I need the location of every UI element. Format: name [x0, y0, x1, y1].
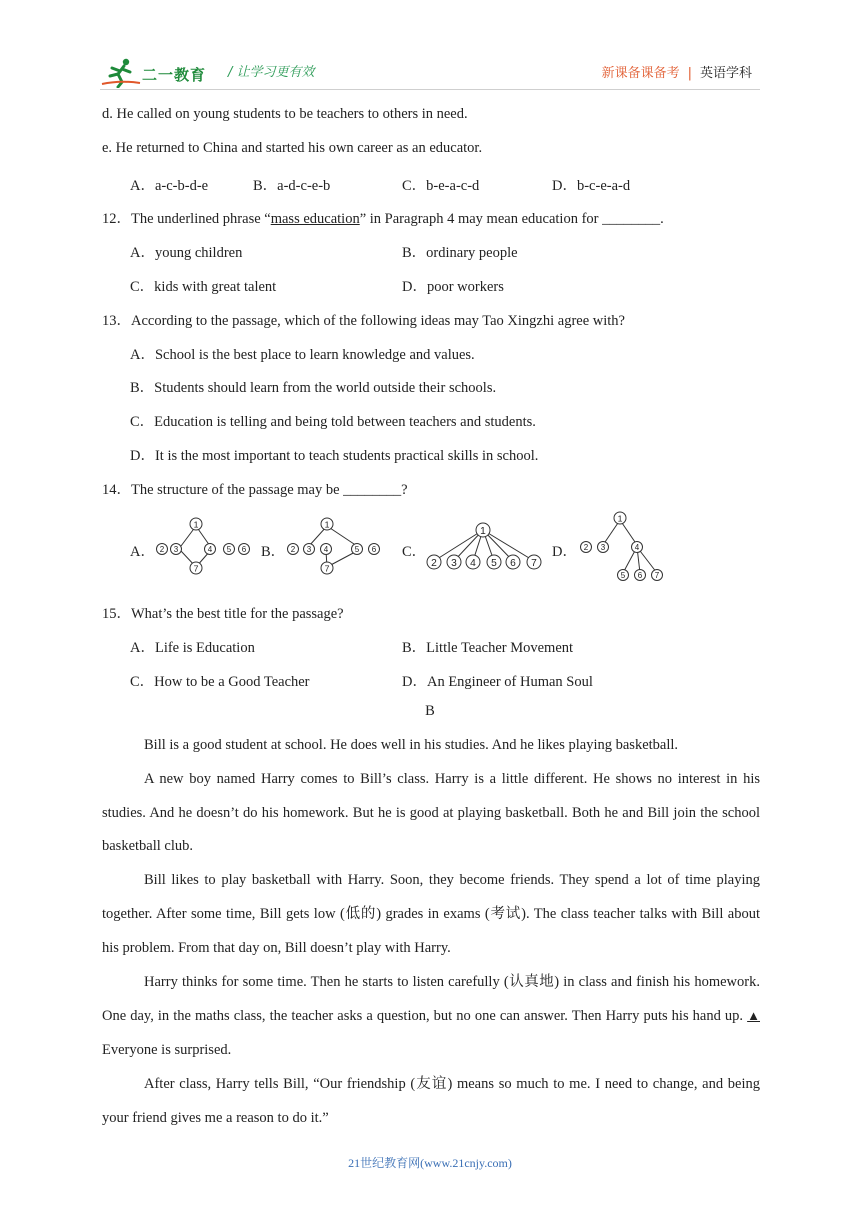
q13-option-b: B．Students should learn from the world outside their schools.	[130, 380, 497, 396]
svg-text:7: 7	[324, 563, 330, 574]
svg-text:4: 4	[634, 543, 640, 553]
svg-text:1: 1	[617, 513, 623, 524]
page-header	[100, 56, 760, 90]
header-slogan: / 让学习更有效	[228, 65, 315, 80]
svg-text:3: 3	[600, 543, 606, 553]
svg-text:2: 2	[583, 543, 589, 553]
diagram-b-node-2	[288, 544, 299, 555]
header-right	[602, 62, 752, 81]
paragraph-4-text-after: Everyone is surprised.	[102, 1042, 232, 1059]
q12-underlined-phrase: mass education	[270, 211, 360, 227]
svg-text:5: 5	[491, 557, 497, 569]
logo-text: 二一教育	[142, 66, 207, 84]
svg-text:3: 3	[173, 545, 179, 555]
q12-option-d: D．poor workers	[402, 279, 504, 295]
diagram-d-node-6	[635, 570, 646, 581]
q15-option-d: D．An Engineer of Human Soul	[402, 674, 593, 690]
svg-text:7: 7	[531, 557, 537, 569]
svg-text:1: 1	[193, 519, 199, 530]
svg-text:5: 5	[354, 545, 360, 555]
svg-text:2: 2	[431, 557, 437, 569]
svg-text:1: 1	[324, 519, 330, 530]
svg-text:4: 4	[470, 557, 476, 569]
svg-text:1: 1	[480, 525, 486, 537]
diagram-c-node-4	[466, 555, 480, 569]
logo	[100, 56, 212, 88]
q14-option-a-label: A．	[130, 544, 155, 560]
diagram-a-node-1	[190, 518, 202, 530]
diagram-d	[600, 520, 657, 573]
svg-text:7: 7	[654, 571, 660, 581]
svg-text:2: 2	[159, 545, 165, 555]
diagram-d-node-4	[632, 542, 643, 553]
svg-text:6: 6	[510, 557, 516, 569]
diagram-b	[306, 526, 357, 567]
diagram-b-node-5	[352, 544, 363, 555]
diagram-c-node-5	[487, 555, 501, 569]
q13-option-d: D．It is the most important to teach students practical skills in school.	[130, 448, 539, 464]
q11-option-a: A．a-c-b-d-e	[130, 178, 209, 194]
svg-text:2: 2	[290, 545, 296, 555]
q13-option-c: C．Education is telling and being told between teachers and students.	[130, 414, 536, 430]
answer-blank: ▲	[747, 1008, 760, 1024]
diagram-c-node-3	[447, 555, 461, 569]
diagram-b-node-7	[321, 562, 333, 574]
diagram-c-node-2	[427, 555, 441, 569]
runner-logo-icon	[100, 56, 144, 88]
q15-option-c: C．How to be a Good Teacher	[130, 674, 310, 690]
q14-option-d-label: D．	[552, 544, 577, 560]
q12-option-a: A．young children	[130, 245, 243, 261]
header-category: 新课备课备考	[601, 66, 680, 81]
q11-option-d: D．b-c-e-a-d	[552, 178, 631, 194]
header-subject: 英语学科	[699, 66, 752, 81]
q15-option-a: A．Life is Education	[130, 640, 255, 656]
passage-b-paragraph-4	[102, 966, 760, 1068]
page-footer: 21世纪教育网(www.21cnjy.com)	[348, 1156, 512, 1170]
diagram-b-node-6	[369, 544, 380, 555]
q13-option-a: A．School is the best place to learn knowledge and values.	[130, 347, 475, 363]
svg-text:4: 4	[207, 545, 213, 555]
diagram-a-node-5	[224, 544, 235, 555]
svg-text:7: 7	[193, 563, 199, 574]
diagram-d-node-3	[598, 542, 609, 553]
passage-b	[102, 729, 760, 1136]
q15-option-b: B．Little Teacher Movement	[402, 640, 574, 656]
diagram-b-node-4	[321, 544, 332, 555]
structure-diagrams	[0, 505, 860, 585]
q12-option-b: B．ordinary people	[402, 245, 518, 261]
svg-text:5: 5	[226, 545, 232, 555]
passage-b-paragraph-5: After class, Harry tells Bill, “Our friendship (友谊) means so much to me. I need to change, and being your friend gives me a reason to do it.”	[102, 1075, 760, 1126]
header-divider	[100, 89, 760, 90]
passage-b-paragraph-1: Bill is a good student at school. He does well in his studies. And he likes playing basketball.	[144, 737, 679, 753]
q15-stem: 15．What’s the best title for the passage?	[102, 606, 344, 622]
q14-stem: 14．The structure of the passage may be ________?	[102, 482, 408, 498]
q11-option-b: B．a-d-c-e-b	[253, 178, 331, 194]
diagram-a-node-3	[171, 544, 182, 555]
passage-b-paragraph-3: Bill likes to play basketball with Harry. Soon, they become friends. They spend a lot of time playing together. After some time, Bill gets low (低的) grades in exams (考试). The class teacher talks with Bill about his problem. From that day on, Bill doesn’t play with Harry.	[102, 872, 760, 956]
svg-text:6: 6	[241, 545, 247, 555]
q13-stem: 13．According to the passage, which of the following ideas may Tao Xingzhi agree with?	[102, 313, 625, 329]
diagram-b-node-1	[321, 518, 333, 530]
q12-stem-before: 12．The underlined phrase “	[102, 211, 271, 227]
q14-option-b-label: B．	[261, 544, 286, 560]
section-b-label: B	[425, 703, 435, 719]
diagram-a-node-2	[157, 544, 168, 555]
paragraph-4-text-before: Harry thinks for some time. Then he starts to listen carefully (认真地) in class and finish his homework. One day, in the maths class, the teacher asks a question, but no one can answer. Then Harry puts his hand up.	[102, 973, 760, 1025]
diagram-d-node-1	[614, 512, 626, 524]
diagram-a-node-7	[190, 562, 202, 574]
svg-text:4: 4	[323, 545, 329, 555]
svg-text:3: 3	[306, 545, 312, 555]
q12-stem-after: ” in Paragraph 4 may mean education for ________.	[359, 211, 664, 227]
q11-item-e: e. He returned to China and started his own career as an educator.	[102, 140, 483, 156]
diagram-c-node-7	[527, 555, 541, 569]
diagram-a-node-6	[239, 544, 250, 555]
q11-item-d: d. He called on young students to be teachers to others in need.	[102, 106, 468, 122]
diagram-d-node-2	[581, 542, 592, 553]
header-separator: |	[687, 66, 692, 81]
passage-b-paragraph-2: A new boy named Harry comes to Bill’s class. Harry is a little different. He shows no interest in his studies. And he doesn’t do his homework. But he is good at playing basketball. Both he and Bill join the school basketball club.	[102, 770, 760, 855]
svg-text:3: 3	[451, 557, 457, 569]
diagram-b-node-3	[304, 544, 315, 555]
svg-text:6: 6	[371, 545, 377, 555]
diagram-d-node-5	[618, 570, 629, 581]
diagram-d-node-7	[652, 570, 663, 581]
q12-option-c: C．kids with great talent	[130, 279, 277, 295]
diagram-a-node-4	[205, 544, 216, 555]
q11-option-c: C．b-e-a-c-d	[402, 178, 480, 194]
svg-text:5: 5	[620, 571, 626, 581]
q12-stem	[102, 207, 664, 228]
q14-option-c-label: C．	[402, 544, 427, 560]
svg-text:6: 6	[637, 571, 643, 581]
diagram-c-node-1	[476, 523, 490, 537]
diagram-c-node-6	[506, 555, 520, 569]
